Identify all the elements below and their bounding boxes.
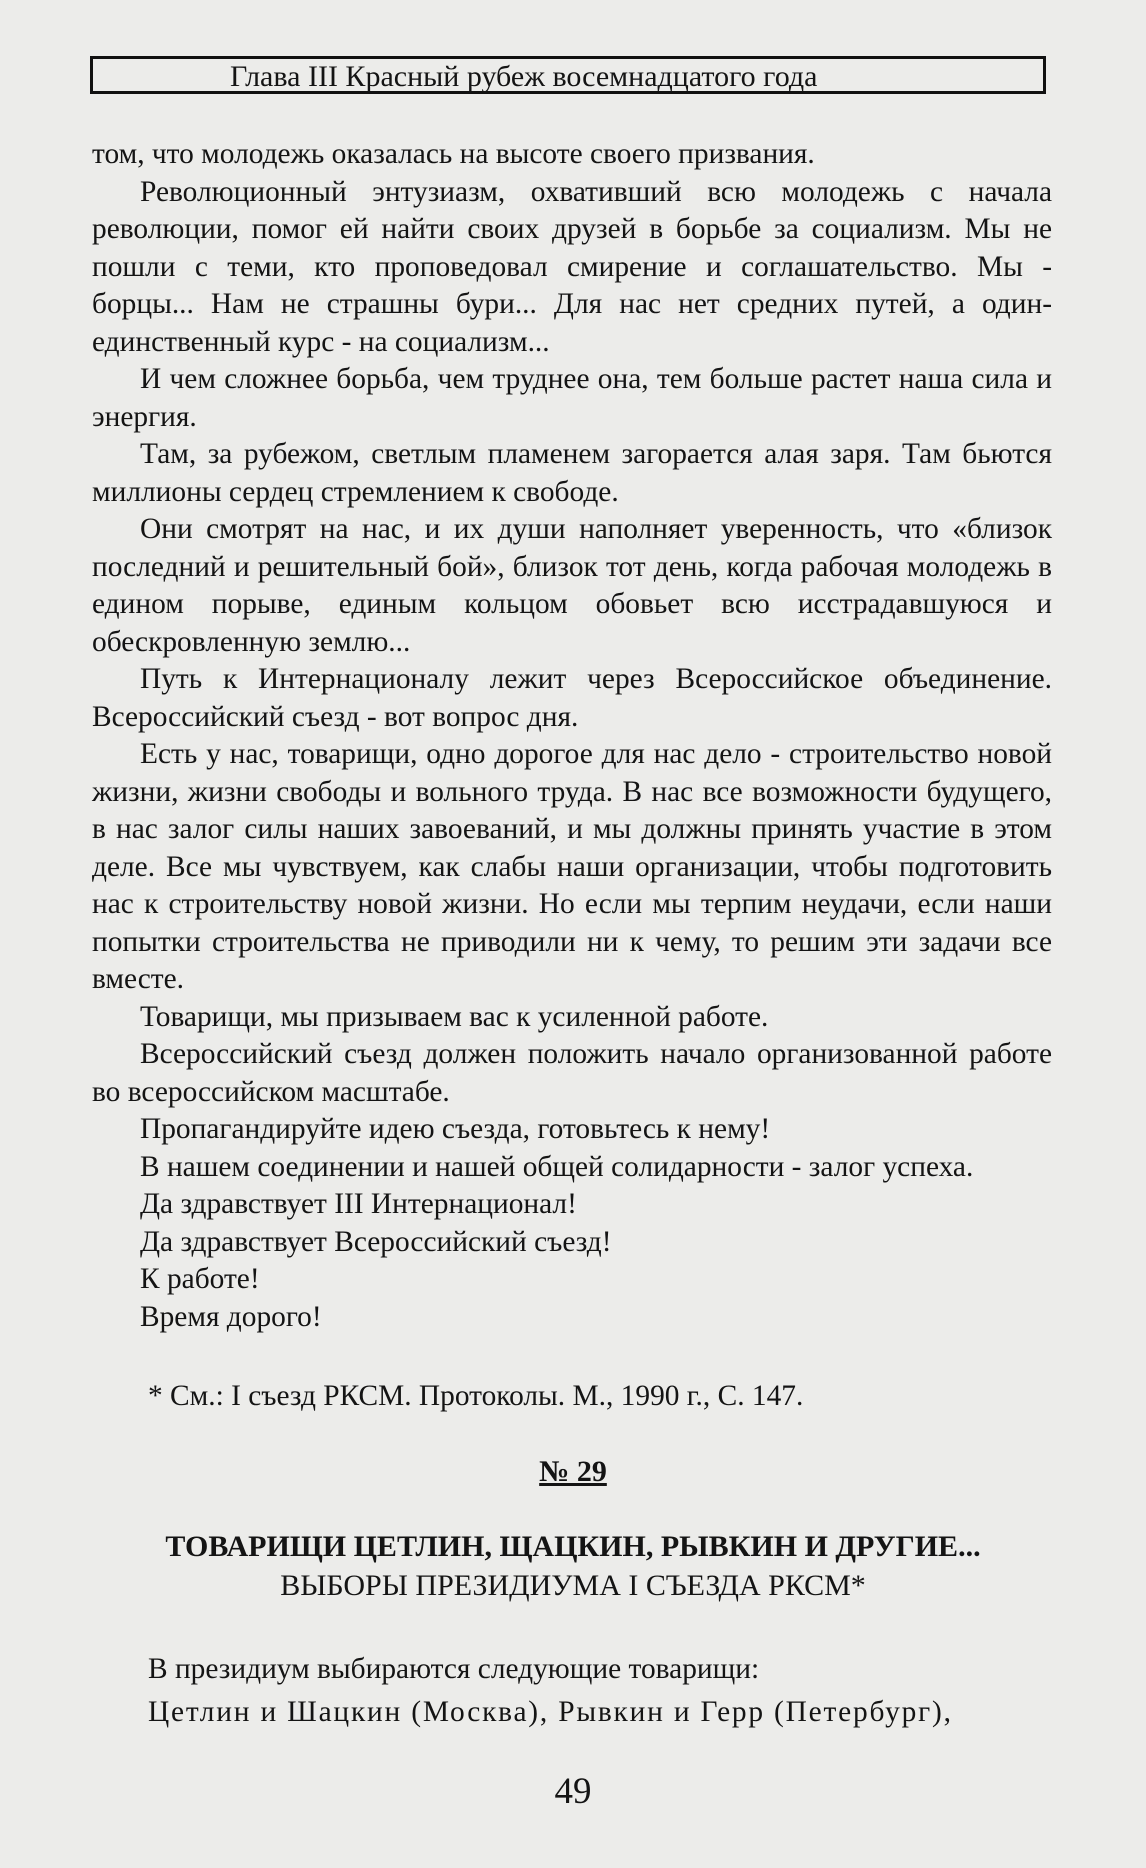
paragraph: Они смотрят на нас, и их души наполняет уверенность, что «близок последний и решительный бой», близок тот день, когда рабочая молодежь в едином порыве, единым кольцом обовьет всю исстрадавшуюся и обескровленную землю... (92, 513, 1052, 658)
paragraph: К работе! (140, 1263, 260, 1295)
paragraph: В нашем соединении и нашей общей солидарности - залог успеха. (140, 1150, 974, 1183)
document-text-line: В президиум выбираются следующие товарищи: (148, 1653, 760, 1685)
paragraph: Революционный энтузиазм, охвативший всю молодежь с начала революции, помог ей найти своих друзей в борьбе за социализм. Мы не пошли с теми, кто проповедовал смирение и соглашательство. Мы - борцы... Нам не страшны бури... Для нас нет средних путей, а один-единственный курс - на социализм... (92, 175, 1052, 358)
paragraph: Путь к Интернационалу лежит через Всероссийское объединение. Всероссийский съезд - вот вопрос дня. (92, 663, 1052, 733)
paragraph: Пропагандируйте идею съезда, готовьтесь к нему! (140, 1113, 771, 1145)
paragraph: Да здравствует III Интернационал! (140, 1188, 577, 1220)
paragraph: Там, за рубежом, светлым пламенем загорается алая заря. Там бьются миллионы сердец стремлением к свободе. (92, 438, 1052, 508)
paragraph: том, что молодежь оказалась на высоте своего призвания. (92, 138, 815, 170)
running-header-box (90, 56, 1046, 94)
document-number: № 29 (539, 1455, 607, 1488)
paragraph: Всероссийский съезд должен положить начало организованной работе во всероссийском масштабе. (92, 1038, 1052, 1108)
paragraph: Есть у нас, товарищи, одно дорогое для нас дело - строительство новой жизни, жизни свободы и вольного труда. В нас все возможности будущего, в нас залог силы наших завоеваний, и мы должны принять участие в этом деле. Все мы чувствуем, как слабы наши организации, чтобы подготовить нас к строительству новой жизни. Но если мы терпим неудачи, если наши попытки строительства не приводили ни к чему, то решим эти задачи все вместе. (92, 738, 1052, 995)
document-title: ТОВАРИЩИ ЦЕТЛИН, ЩАЦКИН, РЫВКИН И ДРУГИЕ... (165, 1530, 981, 1563)
paragraph: И чем сложнее борьба, чем труднее она, тем больше растет наша сила и энергия. (92, 363, 1052, 433)
document-text-line: Цетлин и Шацкин (Москва), Рывкин и Герр (Петербург), (148, 1696, 953, 1728)
paragraph: Да здравствует Всероссийский съезд! (140, 1225, 612, 1258)
page-number: 49 (554, 1771, 592, 1812)
document-subtitle: ВЫБОРЫ ПРЕЗИДИУМА I СЪЕЗДА РКСМ* (280, 1569, 866, 1602)
document-text (148, 1648, 953, 1734)
running-header-title: Глава III Красный рубеж восемнадцатого года (230, 60, 818, 93)
paragraph: Товарищи, мы призываем вас к усиленной работе. (140, 1000, 769, 1033)
footnote: * См.: I съезд РКСМ. Протоколы. М., 1990 г., С. 147. (148, 1380, 804, 1412)
main-text (92, 136, 1052, 1336)
paragraph: Время дорого! (140, 1300, 322, 1333)
